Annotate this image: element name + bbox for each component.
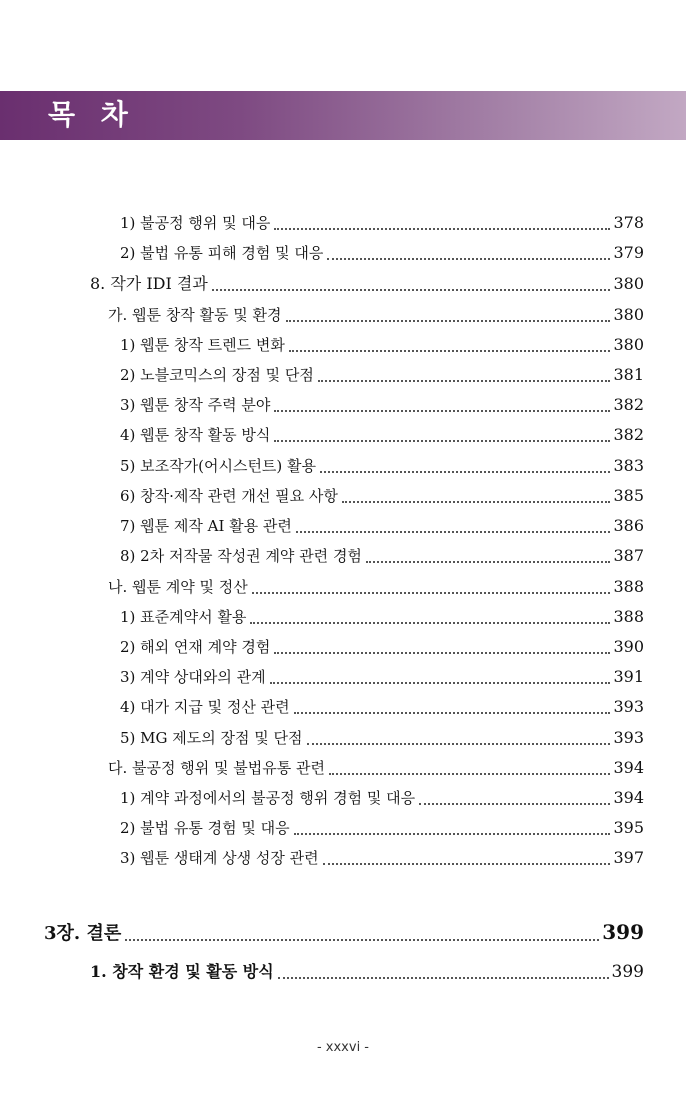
leader-dots (125, 939, 599, 941)
toc-entry[interactable] (120, 606, 644, 628)
toc-entry-page: 399 (611, 962, 644, 982)
toc-entry-label: 가. 웹툰 창작 활동 및 환경 (108, 306, 282, 324)
toc-entry-page: 381 (613, 365, 644, 384)
leader-dots (294, 712, 611, 714)
leader-dots (294, 833, 611, 835)
toc-entry[interactable] (120, 817, 644, 839)
toc-entry[interactable] (120, 636, 644, 658)
leader-dots (212, 289, 611, 291)
toc-entry[interactable] (120, 787, 644, 809)
leader-dots (296, 531, 611, 533)
toc-entry[interactable] (120, 242, 644, 264)
toc-entry-page: 383 (613, 456, 644, 475)
page-title: 목 차 (48, 98, 136, 131)
toc-entry-page: 394 (613, 788, 644, 807)
leader-dots (270, 682, 611, 684)
toc-entry-label: 3장. 결론 (44, 923, 122, 944)
toc-entry-page: 380 (613, 335, 644, 354)
leader-dots (307, 743, 611, 745)
toc-entry-page: 399 (602, 920, 644, 944)
toc-chapter-entry[interactable] (44, 919, 644, 945)
toc-entry-page: 395 (613, 818, 644, 837)
toc-entry[interactable] (120, 485, 644, 507)
toc-entry[interactable] (120, 847, 644, 869)
toc-entry-page: 386 (613, 516, 644, 535)
toc-entry-page: 378 (613, 213, 644, 232)
toc-entry-page: 394 (613, 758, 644, 777)
toc-entry[interactable] (120, 424, 644, 446)
toc-entry-page: 393 (613, 697, 644, 716)
toc-entry-label: 8) 2차 저작물 작성권 계약 관련 경험 (120, 547, 362, 565)
toc-entry-label: 3) 웹툰 생태계 상생 성장 관련 (120, 849, 319, 867)
toc-entry-label: 1) 웹툰 창작 트렌드 변화 (120, 336, 285, 354)
leader-dots (289, 350, 611, 352)
leader-dots (274, 228, 610, 230)
toc-entry-label: 6) 창작·제작 관련 개선 필요 사항 (120, 487, 338, 505)
leader-dots (252, 592, 611, 594)
toc-entry-page: 379 (613, 243, 644, 262)
toc-entry-label: 나. 웹툰 계약 및 정산 (108, 578, 248, 596)
leader-dots (318, 380, 611, 382)
toc-entry[interactable] (108, 576, 644, 598)
toc-entry[interactable] (120, 545, 644, 567)
leader-dots (366, 561, 611, 563)
toc-entry[interactable] (120, 394, 644, 416)
toc-entry[interactable] (120, 334, 644, 356)
toc-entry[interactable] (120, 364, 644, 386)
toc-entry-page: 393 (613, 728, 644, 747)
toc-entry-page: 388 (613, 577, 644, 596)
toc-entry[interactable] (120, 515, 644, 537)
toc-entry[interactable] (120, 455, 644, 477)
leader-dots (419, 803, 610, 805)
toc-entry-page: 382 (613, 395, 644, 414)
toc-entry-label: 1) 표준계약서 활용 (120, 608, 247, 626)
toc-entry-label: 5) MG 제도의 장점 및 단점 (120, 729, 303, 747)
toc-entry-label: 1) 계약 과정에서의 불공정 행위 경험 및 대응 (120, 789, 416, 807)
toc-entry-label: 2) 불법 유통 경험 및 대응 (120, 819, 290, 837)
leader-dots (327, 258, 610, 260)
toc-entry-page: 391 (613, 667, 644, 686)
toc-entry-page: 380 (613, 274, 644, 293)
toc-entry[interactable] (90, 961, 644, 983)
toc-entry-page: 390 (613, 637, 644, 656)
toc-entry[interactable] (120, 696, 644, 718)
toc-entry-label: 다. 불공정 행위 및 불법유통 관련 (108, 759, 325, 777)
leader-dots (323, 863, 611, 865)
toc-entry-page: 388 (613, 607, 644, 626)
toc-entry-label: 4) 대가 지급 및 정산 관련 (120, 698, 290, 716)
toc-entry-label: 8. 작가 IDI 결과 (90, 274, 208, 293)
toc-entry[interactable] (108, 757, 644, 779)
toc-entry-page: 380 (613, 305, 644, 324)
page-number: - xxxvi - (316, 1040, 370, 1055)
toc-entry-label: 2) 불법 유통 피해 경험 및 대응 (120, 244, 324, 262)
toc-header-banner (0, 91, 686, 140)
toc-entry-label: 3) 계약 상대와의 관계 (120, 668, 266, 686)
leader-dots (278, 977, 609, 979)
leader-dots (320, 471, 610, 473)
leader-dots (329, 773, 610, 775)
toc-entry-label: 2) 노블코믹스의 장점 및 단점 (120, 366, 314, 384)
toc-entry-label: 3) 웹툰 창작 주력 분야 (120, 396, 271, 414)
toc-entry-label: 1) 불공정 행위 및 대응 (120, 214, 271, 232)
leader-dots (274, 440, 610, 442)
leader-dots (274, 410, 610, 412)
leader-dots (250, 622, 610, 624)
toc-entry-label: 2) 해외 연재 계약 경험 (120, 638, 271, 656)
toc-entry[interactable] (120, 727, 644, 749)
toc-entry-label: 5) 보조작가(어시스턴트) 활용 (120, 457, 317, 475)
toc-entry[interactable] (120, 666, 644, 688)
leader-dots (274, 652, 610, 654)
toc-entry-label: 4) 웹툰 창작 활동 방식 (120, 426, 271, 444)
toc-entry-label: 7) 웹툰 제작 AI 활용 관련 (120, 517, 292, 535)
toc-entry[interactable] (108, 304, 644, 326)
toc-entry-page: 382 (613, 425, 644, 444)
toc-entry[interactable] (120, 212, 644, 234)
leader-dots (286, 320, 611, 322)
leader-dots (342, 501, 611, 503)
toc-entry-page: 387 (613, 546, 644, 565)
toc-entry-page: 385 (613, 486, 644, 505)
toc-entry-page: 397 (613, 848, 644, 867)
toc-entry-label: 1. 창작 환경 및 활동 방식 (90, 962, 274, 981)
toc-entry[interactable] (90, 273, 644, 295)
